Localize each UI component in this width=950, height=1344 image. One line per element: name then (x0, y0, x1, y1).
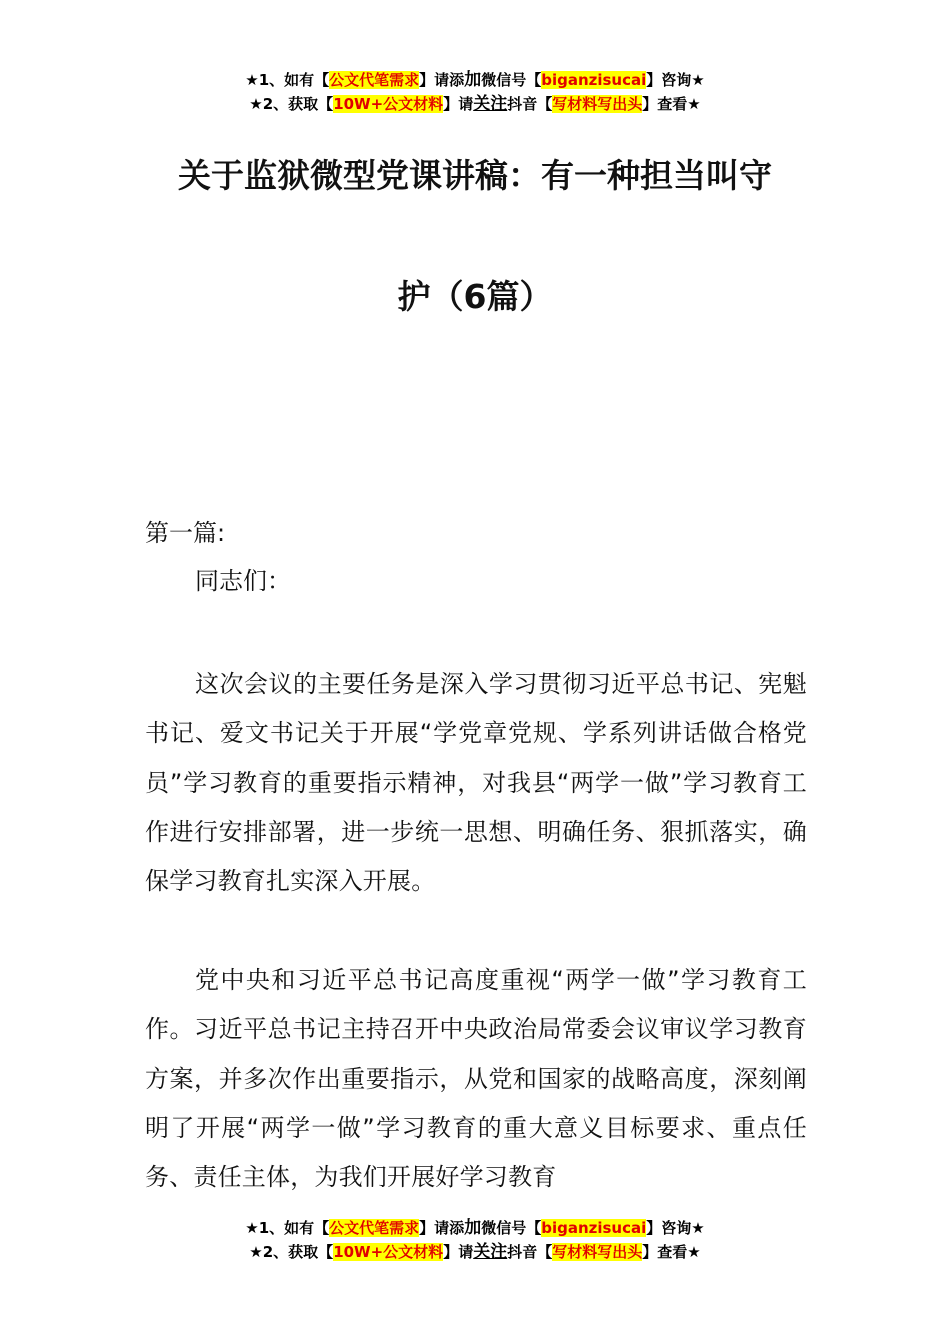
doc-title-line-1: 关于监狱微型党课讲稿：有一种担当叫守 (178, 156, 772, 195)
top-banner (0, 68, 950, 116)
section-label: 第一篇: (145, 519, 226, 547)
banner-highlight: 公文代笔需求 (329, 1219, 420, 1237)
banner-text: ★1、如有【 (245, 71, 330, 89)
banner-text: 微信号【 (481, 71, 542, 89)
banner-text: 微信号【 (481, 1219, 542, 1237)
banner-text: 加 (464, 1218, 482, 1238)
banner-line-2 (0, 92, 950, 116)
banner-text: 抖音【 (507, 1243, 553, 1261)
banner-highlight: 10W+公文材料 (333, 95, 444, 113)
banner-text: 抖音【 (507, 95, 553, 113)
banner-line-1 (0, 68, 950, 92)
banner-text: 】咨询★ (646, 1219, 705, 1237)
banner-text: ★2、获取【 (249, 1243, 334, 1261)
paragraph-1: 这次会议的主要任务是深入学习贯彻习近平总书记、宪魁书记、爱文书记关于开展“学党章党规、学系列讲话做合格党员”学习教育的重要指示精神，对我县“两学一做”学习教育工作进行安排部署，进一步统一思想、明确任务、狠抓落实，确保学习教育扎实深入开展。 (145, 670, 807, 896)
paragraph-2: 党中央和习近平总书记高度重视“两学一做”学习教育工作。习近平总书记主持召开中央政治局常委会议审议学习教育方案，并多次作出重要指示，从党和国家的战略高度，深刻阐明了开展“两学一做”学习教育的重大意义目标要求、重点任务、责任主体，为我们开展好学习教育 (145, 966, 807, 1192)
banner-text: 加 (464, 70, 482, 90)
doc-title-line-2: 护（6篇） (397, 277, 553, 316)
banner-text: 】查看★ (642, 95, 701, 113)
banner-text: 】请 (443, 1243, 474, 1261)
banner-line-2 (0, 1240, 950, 1264)
banner-highlight: 公文代笔需求 (329, 71, 420, 89)
greeting: 同志们： (195, 567, 291, 595)
banner-text: 】查看★ (642, 1243, 701, 1261)
banner-douyin-id: 写材料写出头 (552, 95, 643, 113)
banner-wechat-id: biganzisucai (541, 71, 647, 89)
banner-text: 】请添 (419, 71, 465, 89)
banner-text: 】请添 (419, 1219, 465, 1237)
bottom-banner (0, 1216, 950, 1264)
banner-text: 关注 (473, 94, 508, 114)
banner-douyin-id: 写材料写出头 (552, 1243, 643, 1261)
banner-highlight: 10W+公文材料 (333, 1243, 444, 1261)
banner-text: 】咨询★ (646, 71, 705, 89)
banner-text: ★2、获取【 (249, 95, 334, 113)
banner-text: ★1、如有【 (245, 1219, 330, 1237)
banner-text: 】请 (443, 95, 474, 113)
banner-wechat-id: biganzisucai (541, 1219, 647, 1237)
banner-text: 关注 (473, 1242, 508, 1262)
banner-line-1 (0, 1216, 950, 1240)
